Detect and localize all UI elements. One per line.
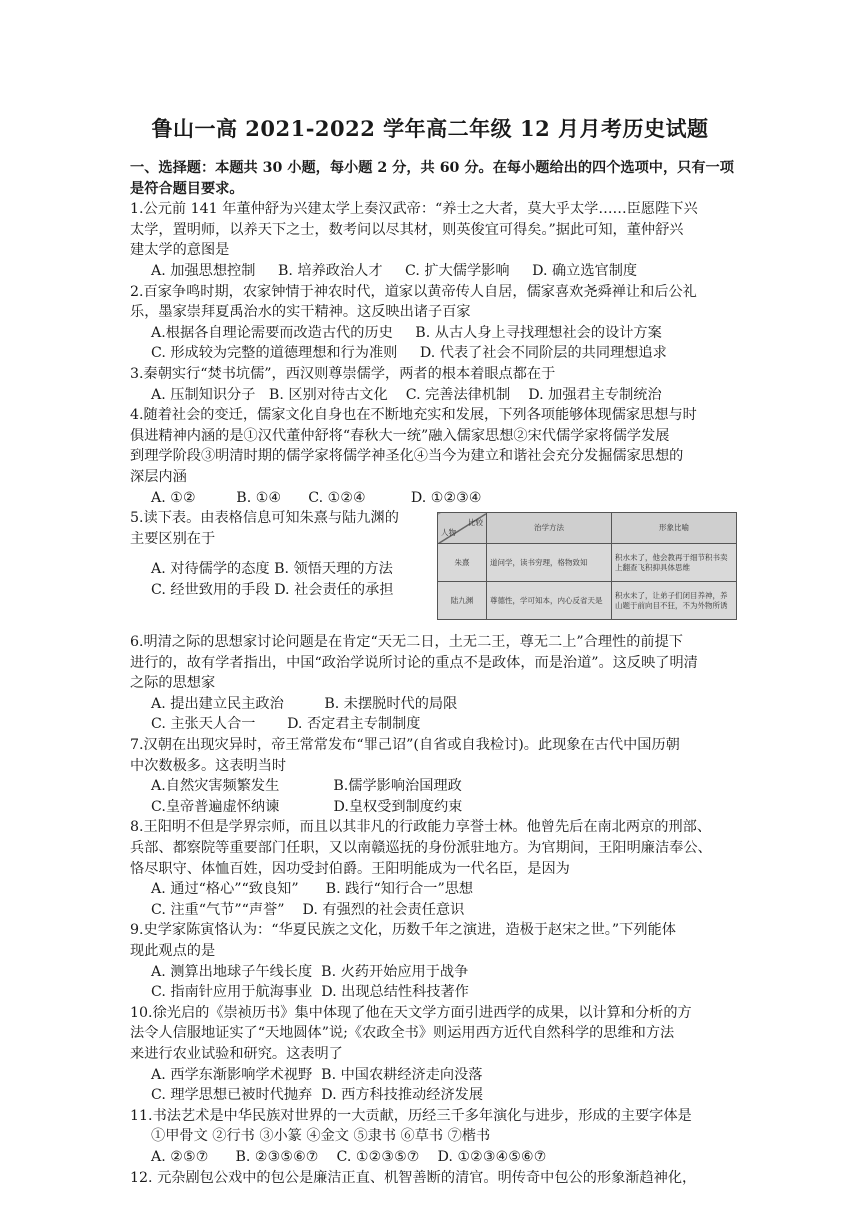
question-10-options: C. 理学思想已被时代抛弃 D. 西方科技推动经济发展 (151, 1087, 484, 1104)
table-cell-name: 陆九渊 (438, 582, 487, 620)
question-6-line: 6.明清之际的思想家讨论问题是在肯定“天无二日，土无二王，尊无二上”合理性的前提下 (130, 634, 683, 651)
question-1-options: A. 加强思想控制 B. 培养政治人才 C. 扩大儒学影响 D. 确立选官制度 (151, 262, 638, 279)
question-4-line: 俱进精神内涵的是①汉代董仲舒将“春秋大一统”融入儒家思想②宋代儒学家将儒学发展 (130, 427, 670, 444)
question-9-options: A. 测算出地球子午线长度 B. 火药开始应用于战争 (151, 963, 469, 980)
question-1 (130, 199, 735, 281)
question-5 (130, 508, 735, 632)
corner-top-label: 比较 (468, 518, 483, 528)
question-5-table (437, 512, 737, 620)
question-2-line: 2.百家争鸣时期，农家钟情于神农时代，道家以黄帝传人自居，儒家喜欢尧舜禅让和后公礼 (130, 283, 697, 300)
question-9-options: C. 指南针应用于航海事业 D. 出现总结性科技著作 (151, 984, 469, 1001)
question-1-line: 建太学的意图是 (130, 242, 230, 259)
question-3-line: 3.秦朝实行“焚书坑儒”，西汉则尊崇儒学，两者的根本着眼点都在于 (130, 365, 556, 382)
question-9 (130, 920, 735, 1002)
section-heading: 一、选择题：本题共 30 小题，每小题 2 分，共 60 分。在每小题给出的四个选项中，只有一项是符合题目要求。 (130, 160, 734, 197)
question-5-options: C. 经世致用的手段 D. 社会责任的承担 (151, 581, 394, 598)
question-8-line: 8.王阳明不但是学界宗师，而且以其非凡的行政能力享誉士林。他曾先后在南北两京的刑部、 (130, 819, 712, 836)
table-cell-metaphor: 积水未了，他会教再于细节积书卖上翻查飞积抑具体思维 (612, 544, 737, 582)
exam-title: 鲁山一高 2021-2022 学年高二年级 12 月月考历史试题 (151, 116, 709, 141)
question-10-options: A. 西学东渐影响学术视野 B. 中国农耕经济走向没落 (151, 1066, 483, 1083)
question-7-options: C.皇帝普遍虚怀纳谏 D.皇权受到制度约束 (151, 798, 463, 815)
question-4 (130, 405, 735, 508)
table-corner-cell (438, 513, 487, 544)
question-5-options: A. 对待儒学的态度 B. 领悟天理的方法 (151, 561, 393, 578)
table-cell-method: 道问学，读书穷理，格物致知 (487, 544, 612, 582)
question-11 (130, 1106, 735, 1168)
question-9-line: 9.史学家陈寅恪认为：“华夏民族之文化，历数千年之演进，造极于赵宋之世。”下列能体 (130, 922, 676, 939)
question-1-line: 太学，置明师，以养天下之士，数考问以尽其材，则英俊宜可得矣。”据此可知，董仲舒兴 (130, 221, 684, 238)
table-row (438, 544, 737, 582)
question-8-options: C. 注重“气节”“声誉” D. 有强烈的社会责任意识 (151, 901, 465, 918)
question-6-line: 之际的思想家 (130, 675, 216, 692)
question-11-line: 11.书法艺术是中华民族对世界的一大贡献，历经三千多年演化与进步，形成的主要字体是 (130, 1107, 692, 1124)
question-7-options: A.自然灾害频繁发生 B.儒学影响治国理政 (151, 778, 462, 795)
question-10-line: 10.徐光启的《崇祯历书》集中体现了他在天文学方面引进西学的成果，以计算和分析的方 (130, 1004, 692, 1021)
question-6-line: 进行的，故有学者指出，中国“政治学说所讨论的重点不是政体，而是治道”。这反映了明清 (130, 654, 698, 671)
question-2-line: 乐，墨家崇拜夏禹治水的实干精神。这反映出诸子百家 (130, 304, 471, 321)
corner-bottom-label: 人物 (441, 528, 456, 538)
question-10-line: 法令人信服地证实了“天地圆体”说;《农政全书》则运用西方近代自然科学的思维和方法 (130, 1025, 675, 1042)
table-cell-method: 尊德性，学可知本，内心反省天是 (487, 582, 612, 620)
table-cell-name: 朱熹 (438, 544, 487, 582)
question-6-options: A. 提出建立民主政治 B. 未摆脱时代的局限 (151, 695, 458, 712)
question-3-options: A. 压制知识分子 B. 区别对待古文化 C. 完善法律机制 D. 加强君主专制统治 (151, 386, 662, 403)
question-3 (130, 364, 735, 405)
question-4-line: 到理学阶段③明清时期的儒学家将儒学神圣化④当今为建立和谐社会充分发掘儒家思想的 (130, 448, 684, 465)
question-5-text (130, 508, 422, 600)
spacer (130, 549, 422, 559)
question-10 (130, 1003, 735, 1106)
question-11-choices: ①甲骨文 ②行书 ③小篆 ④金文 ⑤隶书 ⑥草书 ⑦楷书 (151, 1128, 491, 1145)
question-8-line: 恪尽职守、体恤百姓，因功受封伯爵。王阳明能成为一代名臣，是因为 (130, 860, 570, 877)
question-5-line: 5.读下表。由表格信息可知朱熹与陆九渊的 (130, 510, 399, 527)
question-7 (130, 735, 735, 817)
question-1-line: 1.公元前 141 年董仲舒为兴建太学上奏汉武帝：“养士之大者，莫大乎太学……臣愿陛下兴 (130, 201, 698, 218)
table-cell-metaphor: 积水未了，让弟子们闭目养神，养山题于前向目不狂，不为外物所诱 (612, 582, 737, 620)
question-4-line: 深层内涵 (130, 468, 187, 485)
exam-content (130, 158, 735, 1188)
question-12-line: 12. 元杂剧包公戏中的包公是廉洁正直、机智善断的清官。明传奇中包公的形象渐趋神化， (130, 1169, 697, 1186)
question-2 (130, 282, 735, 364)
question-8-line: 兵部、都察院等重要部门任职，又以南赣巡抚的身份派驻地方。为官期间，王阳明廉洁奉公、 (130, 840, 712, 857)
question-2-options: A.根据各自理论需要而改造古代的历史 B. 从古人身上寻找理想社会的设计方案 (151, 324, 662, 341)
question-7-line: 中次数极多。这表明当时 (130, 757, 287, 774)
table-row (438, 582, 737, 620)
question-11-options: A. ②⑤⑦ B. ②③⑤⑥⑦ C. ①②③⑤⑦ D. ①②③④⑤⑥⑦ (151, 1148, 547, 1165)
question-4-options: A. ①② B. ①④ C. ①②④ D. ①②③④ (151, 489, 482, 506)
question-8 (130, 817, 735, 920)
question-9-line: 现此观点的是 (130, 943, 216, 959)
table-header-metaphor: 形象比喻 (612, 513, 737, 544)
question-5-line: 主要区别在于 (130, 530, 216, 547)
question-4-line: 4.随着社会的变迁，儒家文化自身也在不断地充实和发展，下列各项能够体现儒家思想与时 (130, 407, 697, 424)
question-8-options: A. 通过“格心”“致良知” B. 践行“知行合一”思想 (151, 881, 474, 898)
question-2-options: C. 形成较为完整的道德理想和行为准则 D. 代表了社会不同阶层的共同理想追求 (151, 345, 667, 362)
question-6 (130, 632, 735, 735)
question-7-line: 7.汉朝在出现灾异时，帝王常常发布“罪己诏”(自省或自我检讨)。此现象在古代中国历朝 (130, 737, 680, 754)
question-12 (130, 1168, 735, 1189)
question-6-options: C. 主张天人合一 D. 否定君主专制制度 (151, 716, 421, 733)
question-10-line: 来进行农业试验和研究。这表明了 (130, 1045, 343, 1062)
table-header-method: 治学方法 (487, 513, 612, 544)
